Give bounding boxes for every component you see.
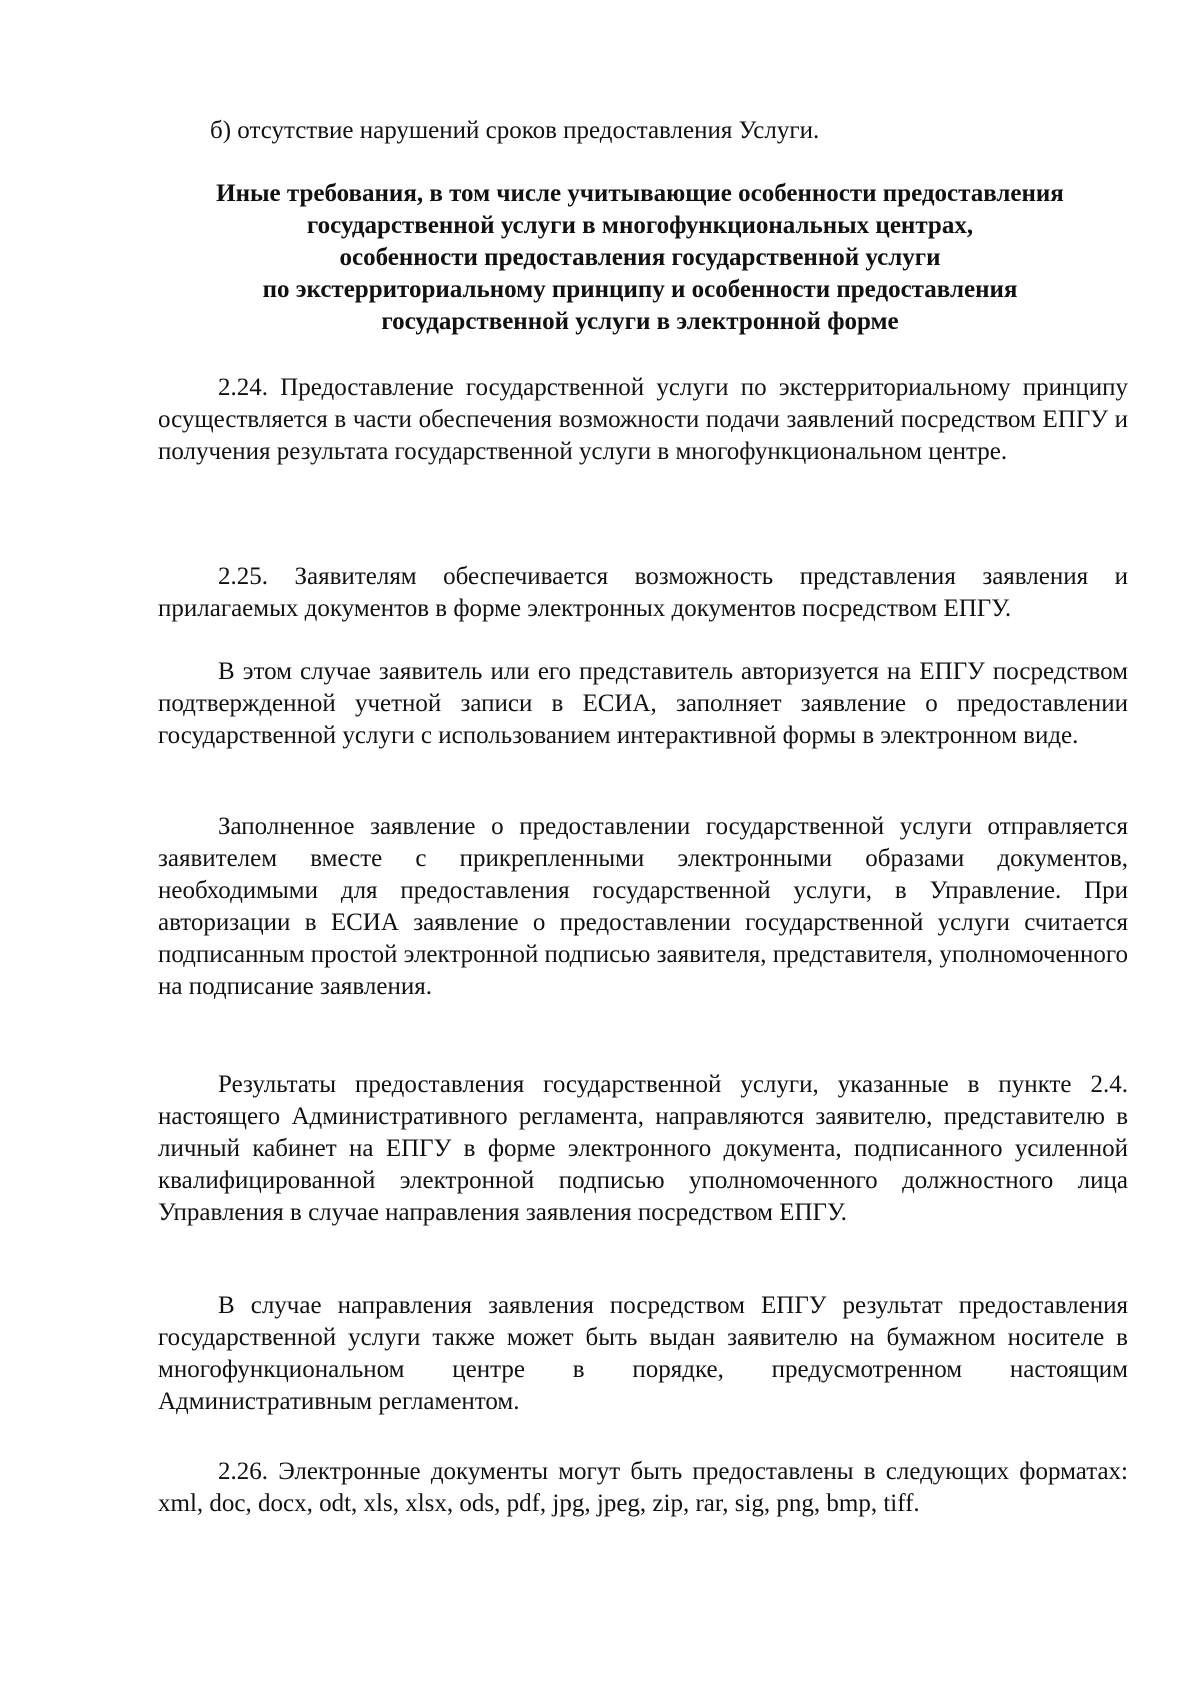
- paragraph-results-delivery: Результаты предоставления государственной услуги, указанные в пункте 2.4. настоящего Административного регламента, направляются заявителю, представителю в личный кабинет на ЕПГУ в форме электронного документа, подписанного усиленной квалифицированной электронной подписью уполномоченного должностного лица Управления в случае направления заявления посредством ЕПГУ.: [158, 1071, 1128, 1226]
- paragraph-paper-result: В случае направления заявления посредством ЕПГУ результат предоставления государственной услуги также может быть выдан заявителю на бумажном носителе в многофункциональном центре в порядке, предусмотренном настоящим Административным регламентом.: [158, 1292, 1128, 1415]
- heading-line: государственной услуги в электронной форме: [381, 308, 899, 335]
- paragraph-2-26: 2.26. Электронные документы могут быть предоставлены в следующих форматах: xml, doc, docx, odt, xls, xlsx, ods, pdf, jpg, jpeg, zip, rar, sig, png, bmp, tiff.: [158, 1458, 1128, 1517]
- section-heading: [140, 178, 1140, 338]
- heading-line: особенности предоставления государственной услуги: [339, 244, 941, 271]
- paragraph-2-24: 2.24. Предоставление государственной услуги по экстерриториальному принципу осуществляется в части обеспечения возможности подачи заявлений посредством ЕПГУ и получения результата государственной услуги в многофункциональном центре.: [158, 374, 1128, 465]
- paragraph-epgu-authorization: В этом случае заявитель или его представитель авторизуется на ЕПГУ посредством подтвержденной учетной записи в ЕСИА, заполняет заявление о предоставлении государственной услуги с использованием интерактивной формы в электронном виде.: [158, 658, 1128, 749]
- item-b-text: б) отсутствие нарушений сроков предоставления Услуги.: [210, 117, 820, 144]
- paragraph-2-25: 2.25. Заявителям обеспечивается возможность представления заявления и прилагаемых документов в форме электронных документов посредством ЕПГУ.: [158, 563, 1128, 622]
- heading-line: государственной услуги в многофункциональных центрах,: [306, 212, 974, 239]
- paragraph-application-submission: Заполненное заявление о предоставлении государственной услуги отправляется заявителем вместе с прикрепленными электронными образами документов, необходимыми для предоставления государственной услуги, в Управление. При авторизации в ЕСИА заявление о предоставлении государственной услуги считается подписанным простой электронной подписью заявителя, представителя, уполномоченного на подписание заявления.: [158, 813, 1128, 1000]
- heading-line: Иные требования, в том числе учитывающие особенности предоставления: [216, 180, 1064, 207]
- heading-line: по экстерриториальному принципу и особенности предоставления: [262, 276, 1018, 303]
